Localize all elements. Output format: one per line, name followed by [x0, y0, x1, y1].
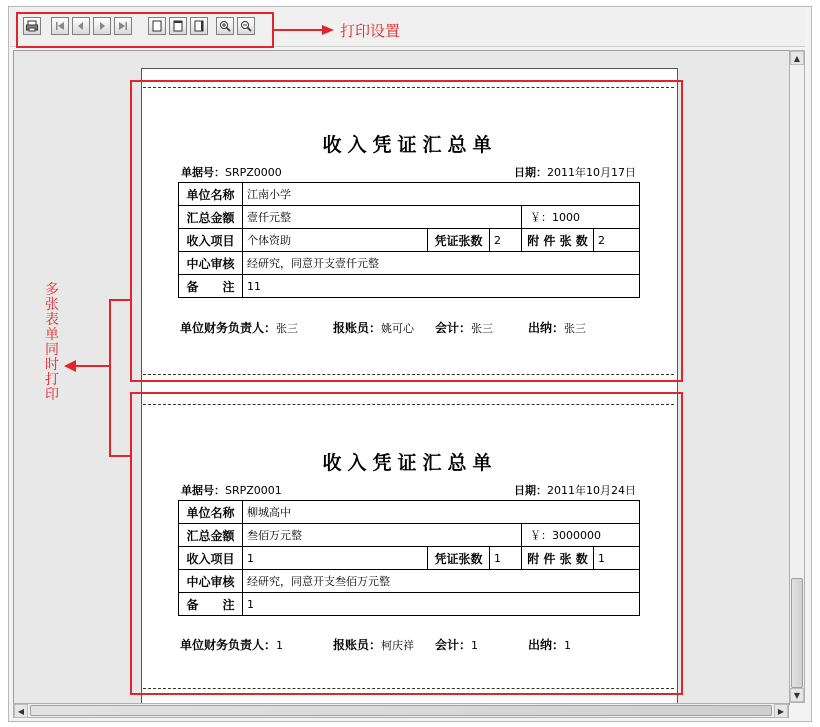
doc-no: 单据号：SRPZ0000 [181, 166, 282, 179]
multi-form-annotation: 多张表单同时打印 [45, 282, 59, 403]
sig-owner: 单位财务负责人：张三 [180, 321, 299, 335]
count-value: 1 [490, 547, 522, 570]
total-label: 汇总金额 [179, 206, 243, 229]
note-label: 备 注 [179, 593, 243, 616]
horizontal-scrollbar[interactable] [13, 703, 789, 718]
attach-value: 1 [594, 547, 640, 570]
page-dashed-line [143, 404, 674, 405]
review-label: 中心审核 [179, 570, 243, 593]
page-setup-icon[interactable] [148, 17, 166, 35]
count-label: 凭证张数 [428, 229, 490, 252]
print-settings-annotation: 打印设置 [340, 22, 401, 40]
first-page-icon[interactable] [51, 17, 69, 35]
item-label: 收入项目 [179, 547, 243, 570]
zoom-out-icon[interactable] [237, 17, 255, 35]
page-dashed-line [143, 374, 674, 375]
note-label: 备 注 [179, 275, 243, 298]
voucher-table [178, 182, 640, 298]
review-value: 经研究，同意开支壹仟元整 [243, 252, 640, 275]
sig-owner: 单位财务负责人：1 [180, 638, 284, 652]
horizontal-scroll-thumb[interactable] [30, 705, 772, 716]
total-amount: ￥：3000000 [522, 524, 640, 547]
unit-value: 柳城高中 [243, 501, 640, 524]
count-label: 凭证张数 [428, 547, 490, 570]
attach-label: 附 件 张 数 [522, 229, 594, 252]
review-label: 中心审核 [179, 252, 243, 275]
sig-claimant: 报账员：柯庆祥 [333, 638, 415, 652]
page-portrait-icon[interactable] [169, 17, 187, 35]
item-label: 收入项目 [179, 229, 243, 252]
voucher-table [178, 500, 640, 616]
vertical-scroll-thumb[interactable] [791, 578, 803, 688]
toolbar [10, 8, 805, 47]
scroll-right-icon[interactable]: ▶ [774, 704, 788, 718]
doc-no: 单据号：SRPZ0001 [181, 484, 282, 497]
sig-cashier: 出纳：1 [528, 638, 572, 652]
count-value: 2 [490, 229, 522, 252]
sig-accountant: 会计：1 [435, 638, 479, 652]
print-icon[interactable] [23, 17, 41, 35]
sig-accountant: 会计：张三 [435, 321, 494, 335]
total-words: 壹仟元整 [243, 206, 522, 229]
note-value: 11 [243, 275, 640, 298]
total-amount: ￥：1000 [522, 206, 640, 229]
zoom-in-icon[interactable] [216, 17, 234, 35]
attach-value: 2 [594, 229, 640, 252]
page-dashed-line [143, 87, 674, 88]
voucher-date: 日期：2011年10月24日 [514, 484, 636, 497]
unit-label: 单位名称 [179, 501, 243, 524]
total-words: 叁佰万元整 [243, 524, 522, 547]
note-value: 1 [243, 593, 640, 616]
attach-label: 附 件 张 数 [522, 547, 594, 570]
last-page-icon[interactable] [114, 17, 132, 35]
scroll-down-icon[interactable]: ▼ [790, 688, 804, 702]
voucher-date: 日期：2011年10月17日 [514, 166, 636, 179]
review-value: 经研究，同意开支叁佰万元整 [243, 570, 640, 593]
prev-page-icon[interactable] [72, 17, 90, 35]
annotation-arrow-line [274, 29, 326, 31]
sig-claimant: 报账员：姚可心 [333, 321, 415, 335]
page-dashed-line [143, 688, 674, 689]
multi-form-bracket [62, 296, 132, 461]
item-value: 个体资助 [243, 229, 428, 252]
voucher-title: 收入凭证汇总单 [322, 134, 498, 156]
vertical-scrollbar[interactable] [789, 50, 805, 703]
unit-value: 江南小学 [243, 183, 640, 206]
unit-label: 单位名称 [179, 183, 243, 206]
annotation-arrow-head [322, 24, 334, 36]
total-label: 汇总金额 [179, 524, 243, 547]
sig-cashier: 出纳：张三 [528, 321, 587, 335]
page-landscape-icon[interactable] [190, 17, 208, 35]
scroll-up-icon[interactable]: ▲ [790, 51, 804, 65]
scroll-left-icon[interactable]: ◀ [14, 704, 28, 718]
next-page-icon[interactable] [93, 17, 111, 35]
item-value: 1 [243, 547, 428, 570]
voucher-title: 收入凭证汇总单 [322, 452, 498, 474]
